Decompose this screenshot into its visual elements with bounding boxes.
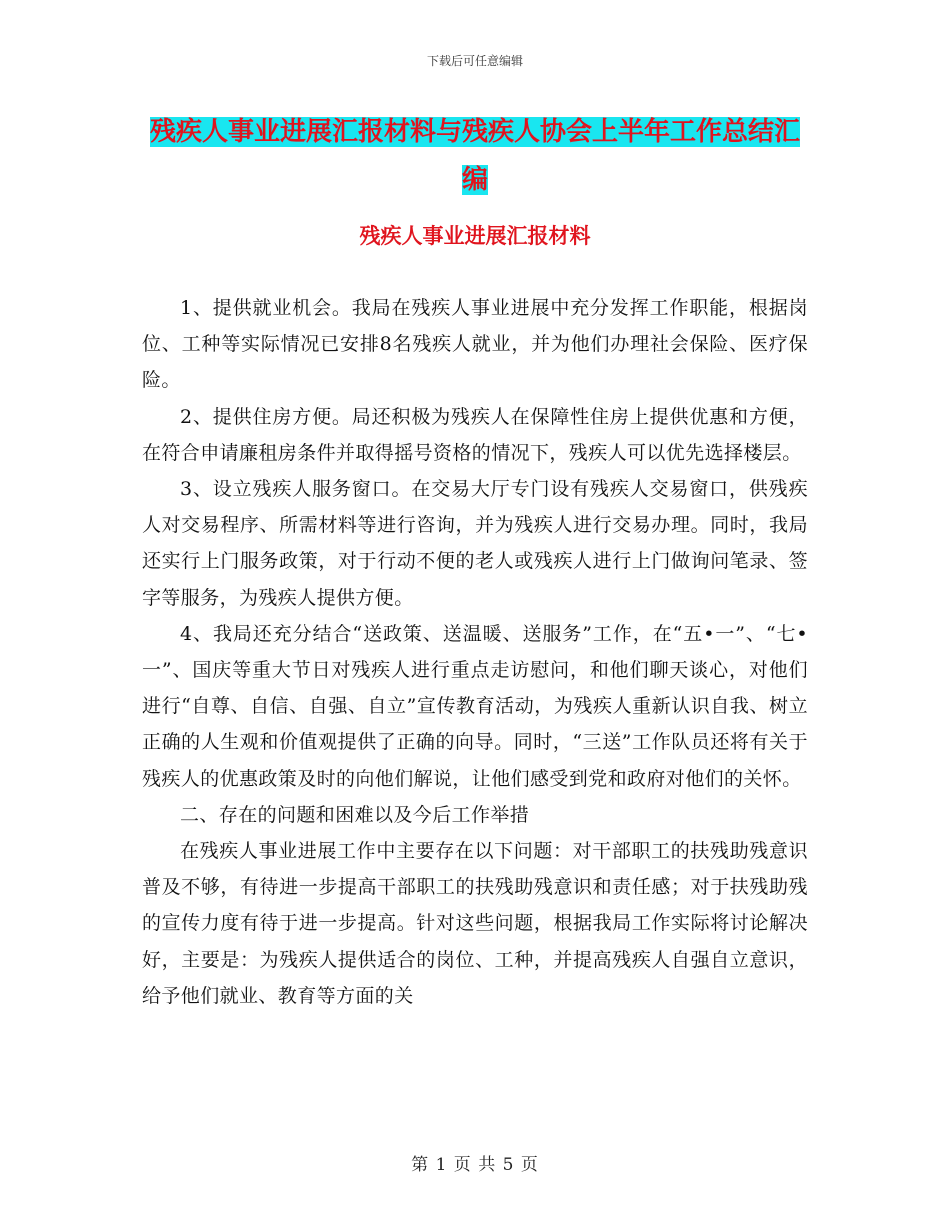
document-title-text: 残疾人事业进展汇报材料与残疾人协会上半年工作总结汇编 <box>149 117 800 195</box>
paragraph-service-window: 3、设立残疾人服务窗口。在交易大厅专门设有残疾人交易窗口，供残疾人对交易程序、所需材料等进行咨询，并为残疾人进行交易办理。同时，我局还实行上门服务政策，对于行动不便的老人或残疾人进行上门做询问笔录、签字等服务，为残疾人提供方便。 <box>142 478 808 609</box>
document-body <box>142 290 808 1014</box>
paragraph-employment: 1、提供就业机会。我局在残疾人事业进展中充分发挥工作职能，根据岗位、工种等实际情况已安排8名残疾人就业，并为他们办理社会保险、医疗保险。 <box>142 297 808 392</box>
page-header-note: 下载后可任意编辑 <box>426 54 523 68</box>
paragraph-visits: 4、我局还充分结合“送政策、送温暖、送服务”工作，在“五•一”、“七•一”、国庆等重大节日对残疾人进行重点走访慰问，和他们聊天谈心，对他们进行“自尊、自信、自强、自立”宣传教育活动，为残疾人重新认识自我、树立正确的人生观和价值观提供了正确的向导。同时，“三送”工作队员还将有关于残疾人的优惠政策及时的向他们解说，让他们感受到党和政府对他们的关怀。 <box>142 622 808 790</box>
paragraph-housing: 2、提供住房方便。局还积极为残疾人在保障性住房上提供优惠和方便，在符合申请廉租房条件并取得摇号资格的情况下，残疾人可以优先选择楼层。 <box>142 405 808 464</box>
section-title: 残疾人事业进展汇报材料 <box>359 224 591 248</box>
page-number: 第 1 页 共 5 页 <box>411 1155 539 1175</box>
document-title <box>140 108 810 204</box>
paragraph-problems: 在残疾人事业进展工作中主要存在以下问题：对干部职工的扶残助残意识普及不够，有待进一步提高干部职工的扶残助残意识和责任感；对于扶残助残的宣传力度有待于进一步提高。针对这些问题，根据我局工作实际将讨论解决好，主要是：为残疾人提供适合的岗位、工种，并提高残疾人自强自立意识，给予他们就业、教育等方面的关 <box>142 840 808 1007</box>
paragraph-problems-heading: 二、存在的问题和困难以及今后工作举措 <box>180 803 530 826</box>
